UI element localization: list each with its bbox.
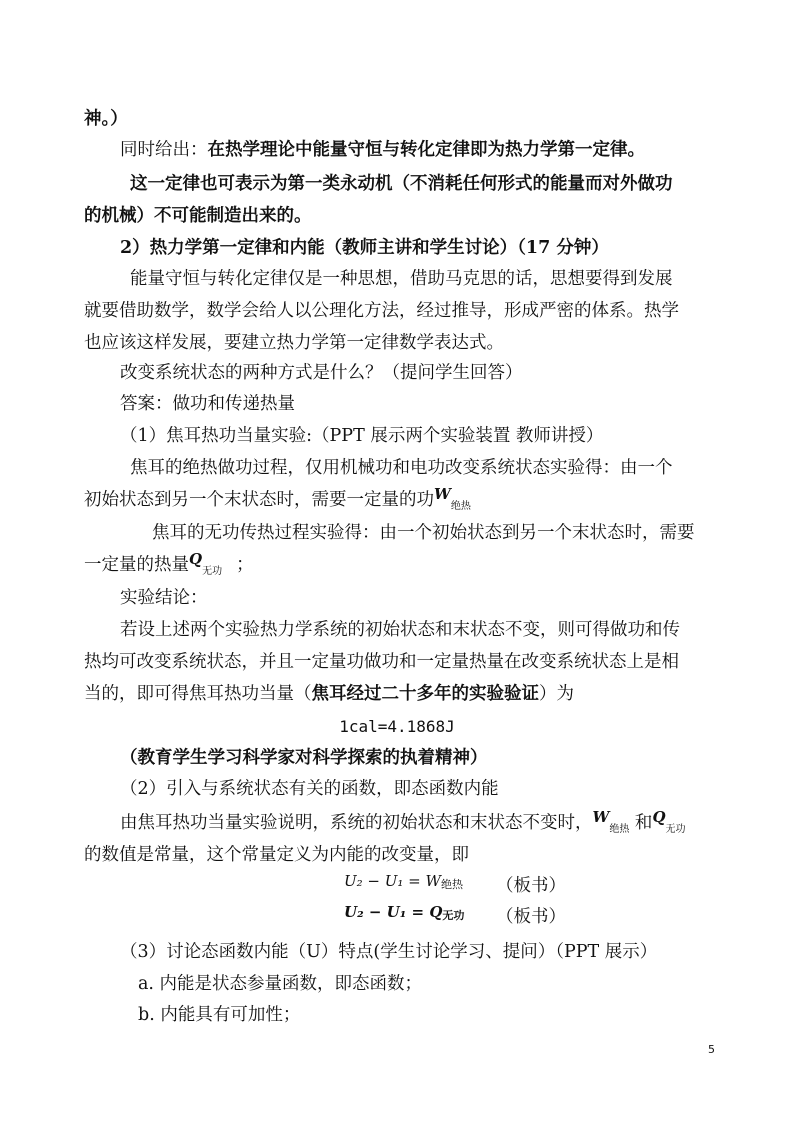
work-subscript: 绝热 — [450, 501, 471, 512]
section-heading-2: 2）热力学第一定律和内能（教师主讲和学生讨论）（17 分钟） — [120, 238, 609, 258]
heat-symbol: Q — [189, 550, 203, 568]
line-6: 能量守恒与转化定律仅是一种思想，借助马克思的话，思想要得到发展 — [130, 269, 673, 289]
line-13 — [84, 483, 724, 520]
list-item-a: a. 内能是状态参量函数，即态函数； — [138, 974, 423, 994]
line-15 — [84, 548, 724, 585]
line-23-and: 和 — [629, 813, 653, 833]
line-1: 神。） — [84, 109, 128, 129]
line-7: 就要借助数学，数学会给人以公理化方法，经过推导，形成严密的体系。热学 — [84, 301, 679, 321]
work-symbol: W — [434, 485, 451, 503]
line-4: 的机械）不可能制造出来的。 — [84, 206, 312, 226]
line-2-emphasis: 在热学理论中能量守恒与转化定律即为热力学第一定律。 — [207, 140, 645, 160]
work-symbol-2: W — [592, 808, 610, 826]
heat-subscript: 无功 — [202, 566, 223, 577]
line-14: 焦耳的无功传热过程实验得：由一个初始状态到另一个末状态时，需要 — [152, 523, 695, 543]
subsection-2: （2）引入与系统状态有关的函数，即态函数内能 — [120, 779, 499, 799]
equation-1-subscript: 绝热 — [440, 878, 463, 891]
heat-subscript-2: 无功 — [665, 824, 686, 835]
line-19 — [84, 677, 724, 711]
equation-1-symbol: W — [425, 872, 441, 890]
subsection-3: （3）讨论态函数内能（U）特点(学生讨论学习、提问）（PPT 展示） — [120, 942, 658, 962]
line-13-text: 初始状态到另一个末状态时，需要一定量的功 — [84, 490, 434, 510]
conclusion-heading: 实验结论： — [120, 588, 208, 608]
line-23-text: 由焦耳热功当量实验说明，系统的初始状态和末状态不变时， — [120, 813, 593, 833]
line-12: 焦耳的绝热做功过程，仅用机械功和电功改变系统状态实验得：由一个 — [130, 458, 673, 478]
line-19-tail: ）为 — [539, 684, 574, 704]
subsection-1: （1）焦耳热功当量实验:（PPT 展示两个实验装置 教师讲授） — [120, 426, 604, 446]
line-19-emphasis: 焦耳经过二十多年的实验验证 — [311, 684, 539, 704]
answer-line: 答案：做功和传递热量 — [120, 394, 295, 414]
work-subscript-2: 绝热 — [609, 824, 630, 835]
equation-1 — [344, 872, 463, 890]
line-15-text: 一定量的热量 — [84, 555, 189, 575]
page-number: 5 — [708, 1043, 715, 1056]
joule-equivalent: 1cal=4.1868J — [339, 717, 455, 736]
line-19-lead: 当的，即可得焦耳热功当量（ — [84, 684, 312, 704]
line-3: 这一定律也可表示为第一类永动机（不消耗任何形式的能量而对外做功 — [130, 174, 673, 194]
equation-2 — [344, 903, 464, 921]
line-15-end: ； — [236, 555, 254, 575]
question-line: 改变系统状态的两种方式是什么？（提问学生回答） — [120, 363, 523, 383]
equation-2-lhs: U₂ − U₁ = — [344, 903, 430, 921]
heat-symbol-2: Q — [652, 808, 666, 826]
line-8: 也应该这样发展，要建立热力学第一定律数学表达式。 — [84, 333, 504, 353]
equation-2-subscript: 无功 — [442, 909, 465, 922]
equation-1-lhs: U₂ − U₁ = — [344, 872, 426, 890]
line-18: 热均可改变系统状态，并且一定量功做功和一定量热量在改变系统状态上是相 — [84, 652, 679, 672]
equation-1-note: （板书） — [496, 876, 566, 896]
education-note: （教育学生学习科学家对科学探索的执着精神） — [120, 748, 488, 768]
list-item-b: b. 内能具有可加性； — [138, 1005, 301, 1025]
line-2 — [120, 133, 760, 167]
equation-2-symbol: Q — [429, 903, 443, 921]
equation-2-note: （板书） — [496, 907, 566, 927]
line-17: 若设上述两个实验热力学系统的初始状态和末状态不变，则可得做功和传 — [120, 620, 680, 640]
line-24: 的数值是常量，这个常量定义为内能的改变量，即 — [84, 845, 469, 865]
line-2-lead: 同时给出： — [120, 140, 208, 160]
